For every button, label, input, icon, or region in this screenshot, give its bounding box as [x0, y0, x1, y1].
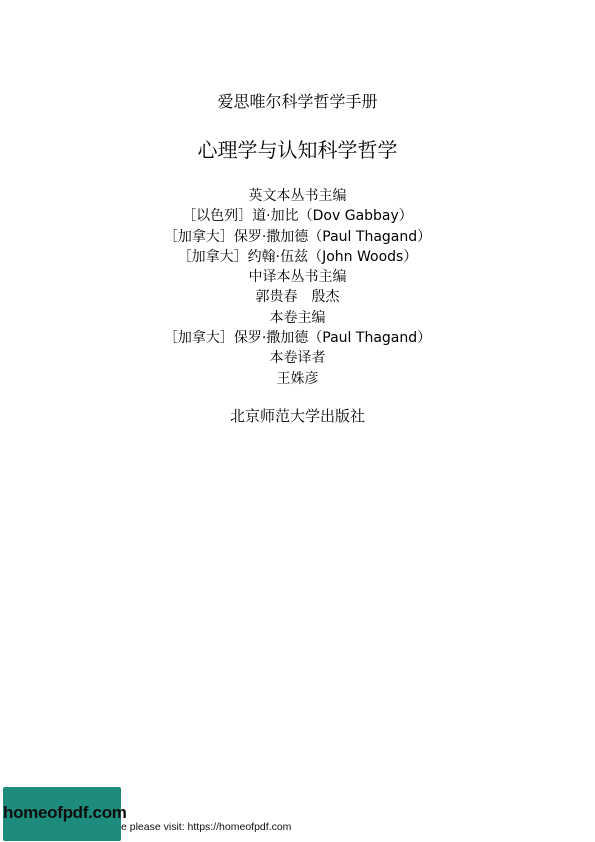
credit-line: ［以色列］道·加比（Dov Gabbay） — [182, 208, 413, 225]
credit-line: ［加拿大］保罗·撒加德（Paul Thagand） — [163, 228, 432, 245]
credit-line: 中译本丛书主编 — [248, 269, 347, 286]
credit-line: ［加拿大］保罗·撒加德（Paul Thagand） — [163, 330, 432, 347]
credit-line: 英文本丛书主编 — [248, 188, 347, 204]
credit-line: 郭贵春 殷杰 — [255, 289, 340, 306]
credit-line: 本卷主编 — [269, 309, 326, 326]
series-title: 爱思唯尔科学哲学手册 — [217, 92, 378, 111]
watermark-footer-link[interactable]: e please visit: https://homeofpdf.com — [121, 821, 292, 833]
credits-block — [0, 186, 595, 389]
credit-line: 王姝彦 — [276, 370, 319, 387]
credit-line: ［加拿大］约翰·伍兹（John Woods） — [177, 248, 418, 265]
publisher: 北京师范大学出版社 — [229, 407, 365, 425]
credit-line: 本卷译者 — [269, 350, 326, 367]
watermark-logo-text: homeofpdf.com — [3, 803, 127, 822]
book-title: 心理学与认知科学哲学 — [197, 138, 398, 162]
watermark-logo[interactable] — [3, 787, 127, 841]
